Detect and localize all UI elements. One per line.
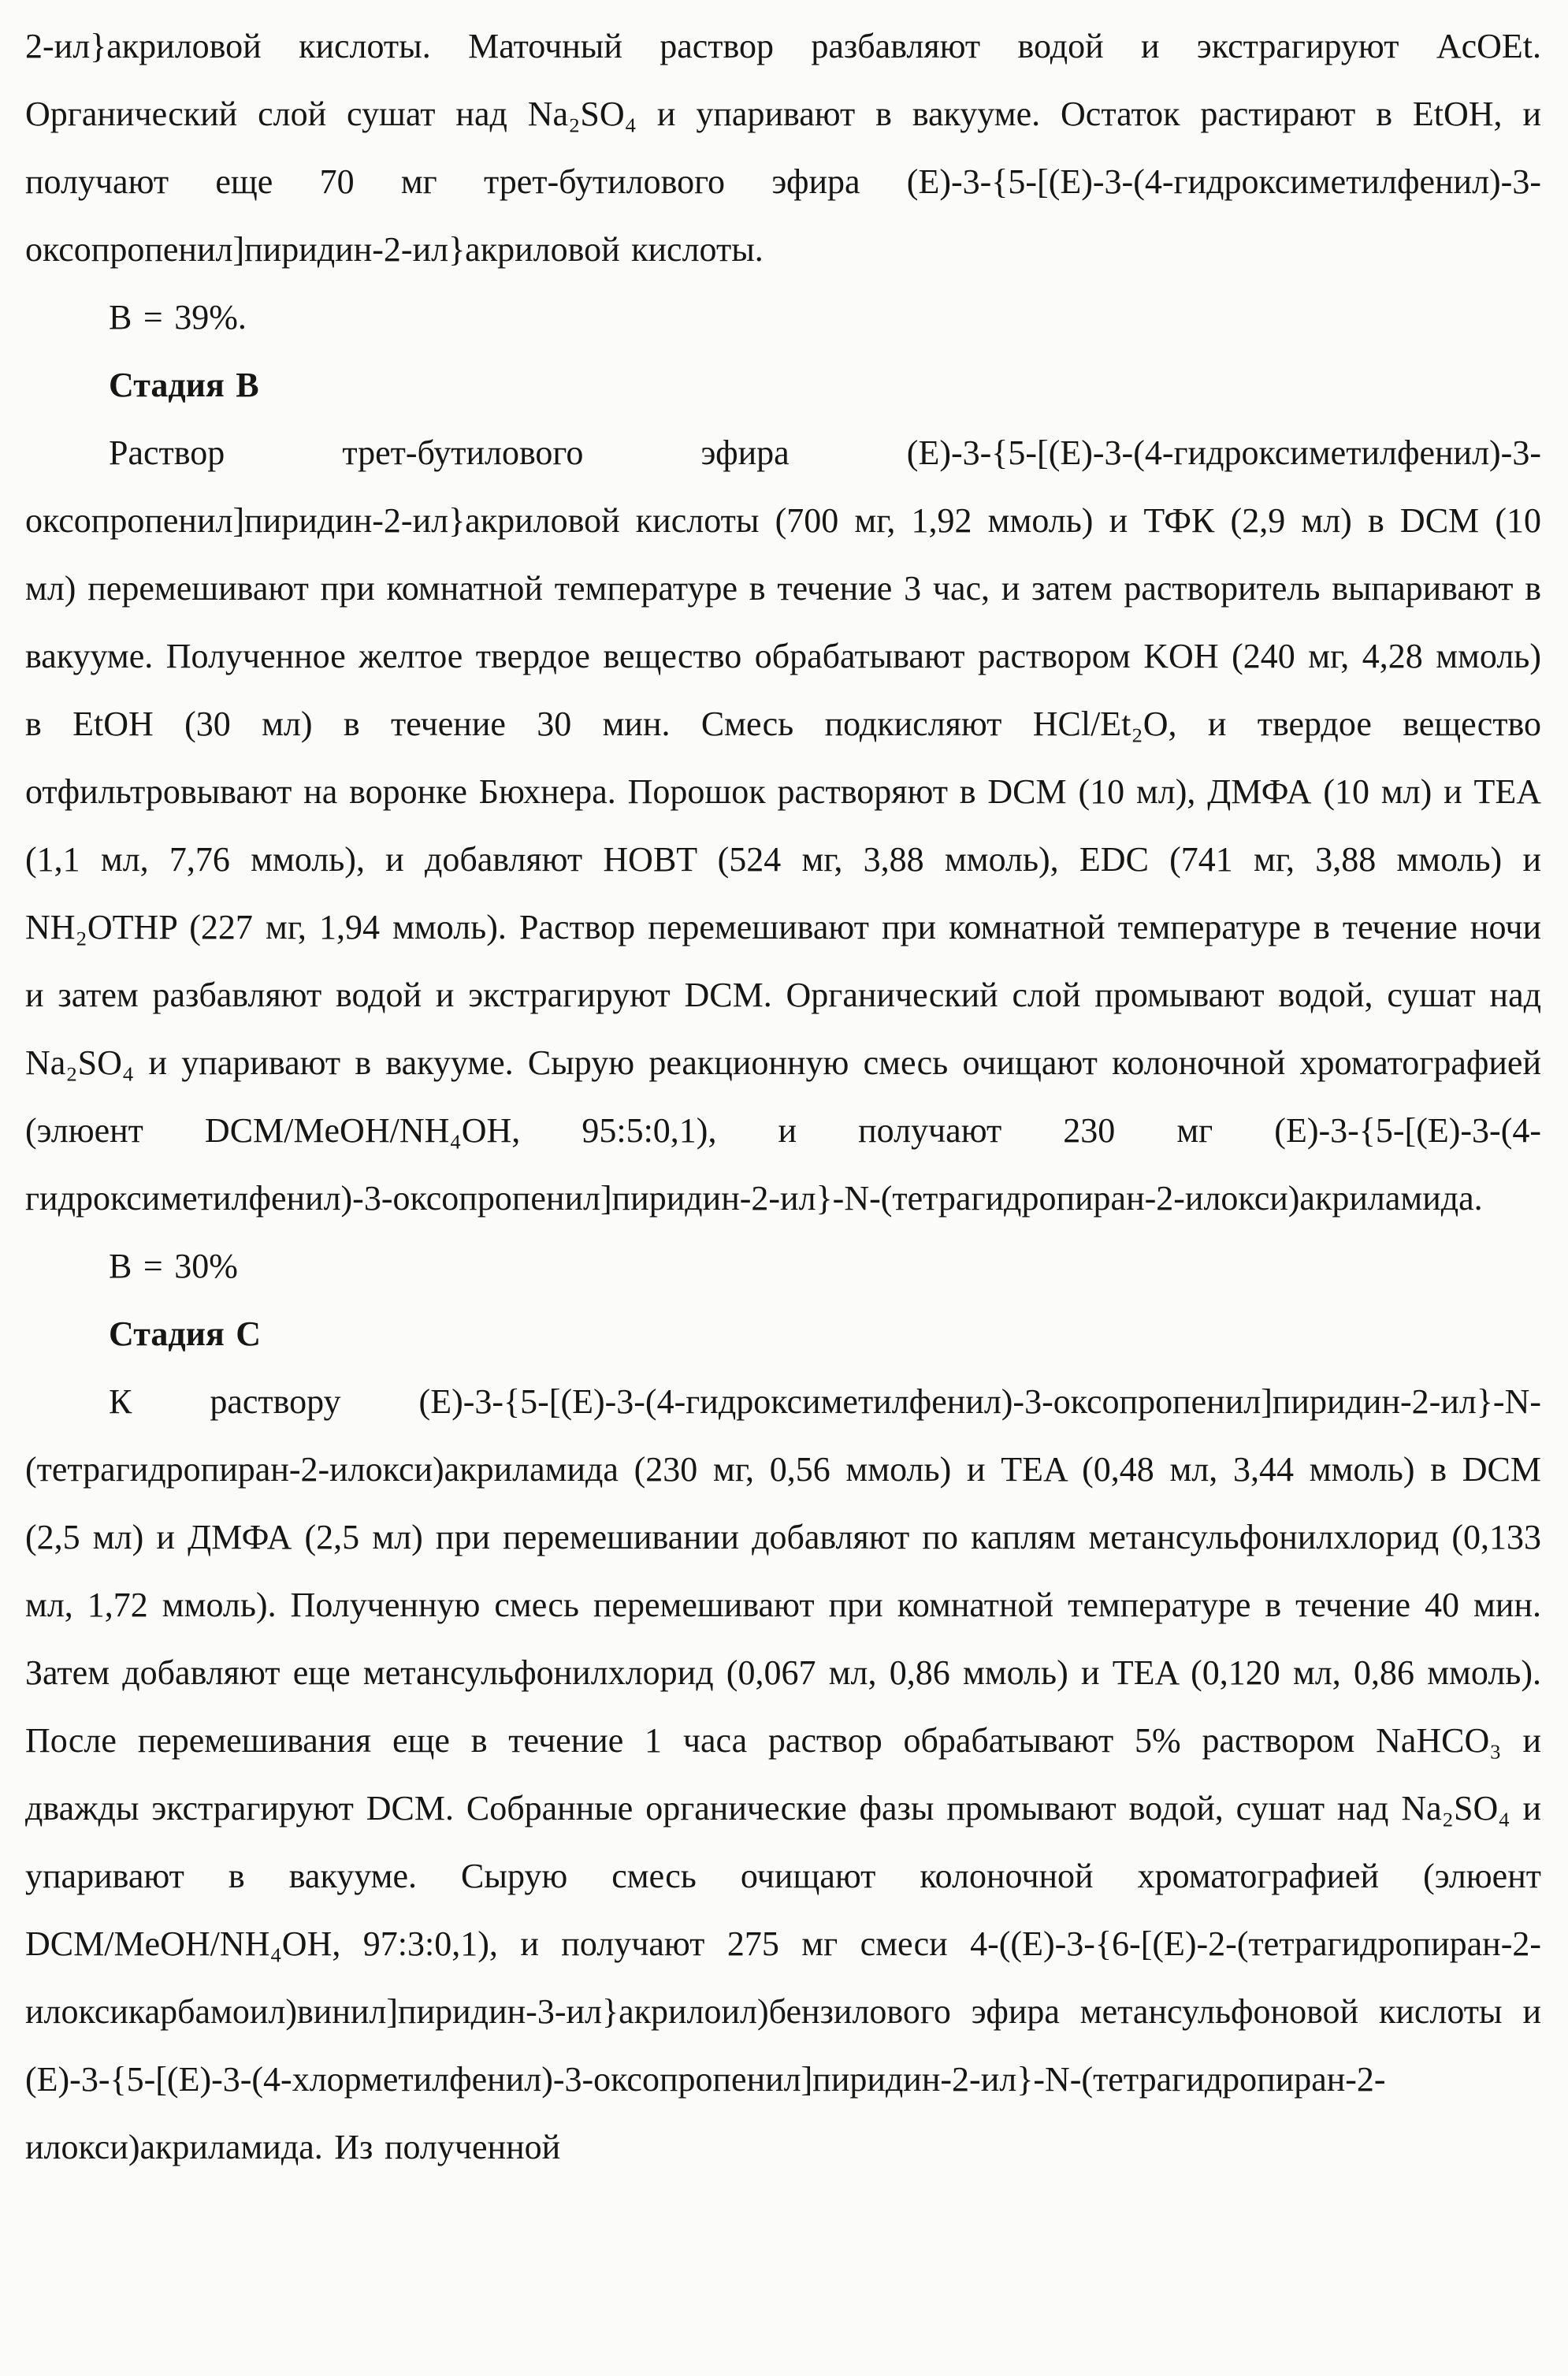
paragraph-continuation: 2-ил}акриловой кислоты. Маточный раствор разбавляют водой и экстрагируют AcOEt. Органический слой сушат над Na₂SO₄ и упаривают в вакууме. Остаток растирают в EtOH, и получают еще 70 мг трет-бутилового эфира (E)-3-{5-[(E)-3-(4-гидроксиметилфенил)-3-оксопропенил]пиридин-2-ил}акриловой кислоты. xyxy=(25,27,1541,269)
yield-line-stage-c: В = 30% xyxy=(109,1247,238,1285)
paragraph-stage-c-body: К раствору (E)-3-{5-[(E)-3-(4-гидроксиметилфенил)-3-оксопропенил]пиридин-2-ил}-N-(тетрагидропиран-2-илокси)акриламида (230 мг, 0,56 ммоль) и TEA (0,48 мл, 3,44 ммоль) в DCM (2,5 мл) и ДМФА (2,5 мл) при перемешивании добавляют по каплям метансульфонилхлорид (0,133 мл, 1,72 ммоль). Полученную смесь перемешивают при комнатной температуре в течение 40 мин. Затем добавляют еще метансульфонилхлорид (0,067 мл, 0,86 ммоль) и TEA (0,120 мл, 0,86 ммоль). После перемешивания еще в течение 1 часа раствор обрабатывают 5% раствором NaHCO₃ и дважды экстрагируют DCM. Собранные органические фазы промывают водой, сушат над Na₂SO₄ и упаривают в вакууме. Сырую смесь очищают колоночной хроматографией (элюент DCM/MeOH/NH₄OH, 97:3:0,1), и получают 275 мг смеси 4-((E)-3-{6-[(E)-2-(тетрагидропиран-2-илоксикарбамоил)винил]пиридин-3-ил}акрилоил)бензилового эфира метансульфоновой кислоты и (E)-3-{5-[(E)-3-(4-хлорметилфенил)-3-оксопропенил]пиридин-2-ил}-N-(тетрагидропиран-2-илокси)акриламида. Из полученной xyxy=(25,1382,1541,2166)
paragraph-stage-b-body: Раствор трет-бутилового эфира (E)-3-{5-[(E)-3-(4-гидроксиметилфенил)-3-оксопропенил]пиридин-2-ил}акриловой кислоты (700 мг, 1,92 ммоль) и ТФК (2,9 мл) в DCM (10 мл) перемешивают при комнатной температуре в течение 3 час, и затем растворитель выпаривают в вакууме. Полученное желтое твердое вещество обрабатывают раствором KOH (240 мг, 4,28 ммоль) в EtOH (30 мл) в течение 30 мин. Смесь подкисляют HCl/Et₂O, и твердое вещество отфильтровывают на воронке Бюхнера. Порошок растворяют в DCM (10 мл), ДМФА (10 мл) и TEA (1,1 мл, 7,76 ммоль), и добавляют HOBT (524 мг, 3,88 ммоль), EDC (741 мг, 3,88 ммоль) и NH₂OTHP (227 мг, 1,94 ммоль). Раствор перемешивают при комнатной температуре в течение ночи и затем разбавляют водой и экстрагируют DCM. Органический слой промывают водой, сушат над Na₂SO₄ и упаривают в вакууме. Сырую реакционную смесь очищают колоночной хроматографией (элюент DCM/MeOH/NH₄OH, 95:5:0,1), и получают 230 мг (E)-3-{5-[(E)-3-(4-гидроксиметилфенил)-3-оксопропенил]пиридин-2-ил}-N-(тетрагидропиран-2-илокси)акриламида. xyxy=(25,433,1541,1218)
section-heading-stage-c: Стадия C xyxy=(109,1314,262,1353)
yield-line-stage-b: В = 39%. xyxy=(109,298,247,337)
section-heading-stage-b: Стадия B xyxy=(109,366,259,404)
